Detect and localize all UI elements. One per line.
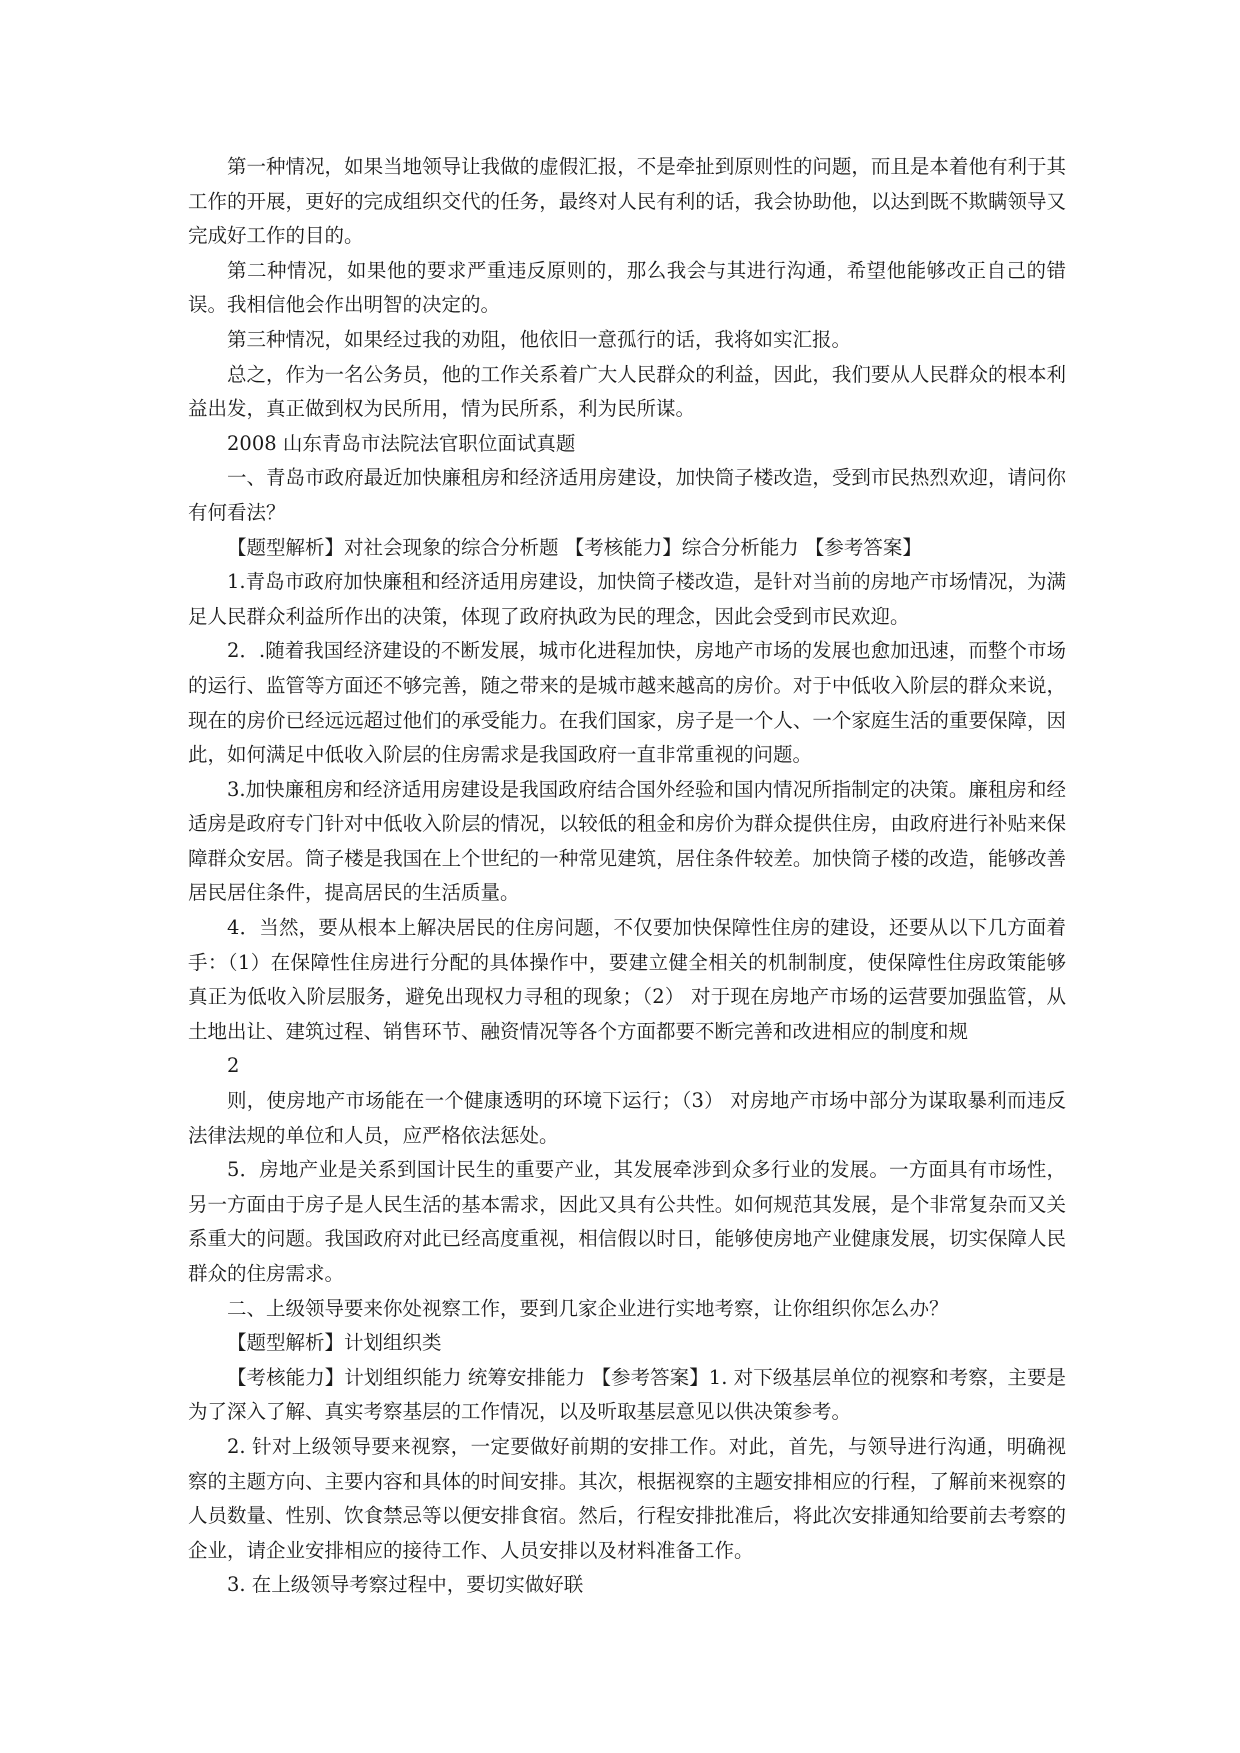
paragraph: 则，使房地产市场能在一个健康透明的环境下运行；（3） 对房地产市场中部分为谋取暴利而违反法律法规的单位和人员，应严格依法惩处。 [188,1089,1066,1147]
document-body [188,150,1066,1603]
paragraph: 第三种情况，如果经过我的劝阻，他依旧一意孤行的话，我将如实汇报。 [227,327,852,351]
paragraph: 总之，作为一名公务员，他的工作关系着广大人民群众的利益，因此，我们要从人民群众的根本利益出发，真正做到权为民所用，情为民所系，利为民所谋。 [188,362,1066,421]
page-number: 2 [227,1054,240,1078]
section-heading: 2008 山东青岛市法院法官职位面试真题 [227,431,576,455]
question-heading: 一、青岛市政府最近加快廉租房和经济适用房建设，加快筒子楼改造，受到市民热烈欢迎，请问你有何看法？ [188,466,1066,524]
paragraph: 3.加快廉租房和经济适用房建设是我国政府结合国外经验和国内情况所指制定的决策。廉租房和经适房是政府专门针对中低收入阶层的情况，以较低的租金和房价为群众提供住房，由政府进行补贴来保障群众安居。筒子楼是我国在上个世纪的一种常见建筑，居住条件较差。加快筒子楼的改造，能够改善居民居住条件，提高居民的生活质量。 [188,777,1066,905]
paragraph: 4．当然，要从根本上解决居民的住房问题，不仅要加快保障性住房的建设，还要从以下几方面着手：（1）在保障性住房进行分配的具体操作中，要建立健全相关的机制制度，使保障性住房政策能够真正为低收入阶层服务，避免出现权力寻租的现象；（2） 对于现在房地产市场的运营要加强监管，从土地出让、建筑过程、销售环节、融资情况等各个方面都要不断完善和改进相应的制度和规 [188,916,1066,1043]
paragraph: 【题型解析】对社会现象的综合分析题 【考核能力】综合分析能力 【参考答案】 [227,535,922,559]
paragraph: 【考核能力】计划组织能力 统筹安排能力 【参考答案】1. 对下级基层单位的视察和考察，主要是为了深入了解、真实考察基层的工作情况，以及听取基层意见以供决策参考。 [188,1365,1066,1424]
paragraph: 3. 在上级领导考察过程中，要切实做好联 [227,1573,584,1597]
question-heading: 二、上级领导要来你处视察工作，要到几家企业进行实地考察，让你组织你怎么办？ [227,1296,949,1320]
paragraph: 2. 针对上级领导要来视察，一定要做好前期的安排工作。对此，首先，与领导进行沟通，明确视察的主题方向、主要内容和具体的时间安排。其次，根据视察的主题安排相应的行程，了解前来视察的人员数量、性别、饮食禁忌等以便安排食宿。然后，行程安排批准后，将此次安排通知给要前去考察的企业，请企业安排相应的接待工作、人员安排以及材料准备工作。 [188,1434,1066,1562]
paragraph: 2．.随着我国经济建设的不断发展，城市化进程加快，房地产市场的发展也愈加迅速，而整个市场的运行、监管等方面还不够完善，随之带来的是城市越来越高的房价。对于中低收入阶层的群众来说，现在的房价已经远远超过他们的承受能力。在我们国家，房子是一个人、一个家庭生活的重要保障，因此，如何满足中低收入阶层的住房需求是我国政府一直非常重视的问题。 [188,639,1066,767]
paragraph: 第二种情况，如果他的要求严重违反原则的，那么我会与其进行沟通，希望他能够改正自己的错误。我相信他会作出明智的决定的。 [188,258,1066,317]
paragraph: 1.青岛市政府加快廉租和经济适用房建设，加快筒子楼改造，是针对当前的房地产市场情况，为满足人民群众利益所作出的决策，体现了政府执政为民的理念，因此会受到市民欢迎。 [188,570,1066,628]
paragraph: 5．房地产业是关系到国计民生的重要产业，其发展牵涉到众多行业的发展。一方面具有市场性，另一方面由于房子是人民生活的基本需求，因此又具有公共性。如何规范其发展，是个非常复杂而又关系重大的问题。我国政府对此已经高度重视，相信假以时日，能够使房地产业健康发展，切实保障人民群众的住房需求。 [188,1158,1066,1285]
paragraph: 第一种情况，如果当地领导让我做的虚假汇报，不是牵扯到原则性的问题，而且是本着他有利于其工作的开展，更好的完成组织交代的任务，最终对人民有利的话，我会协助他，以达到既不欺瞒领导又完成好工作的目的。 [188,155,1066,248]
paragraph: 【题型解析】计划组织类 [227,1331,442,1355]
